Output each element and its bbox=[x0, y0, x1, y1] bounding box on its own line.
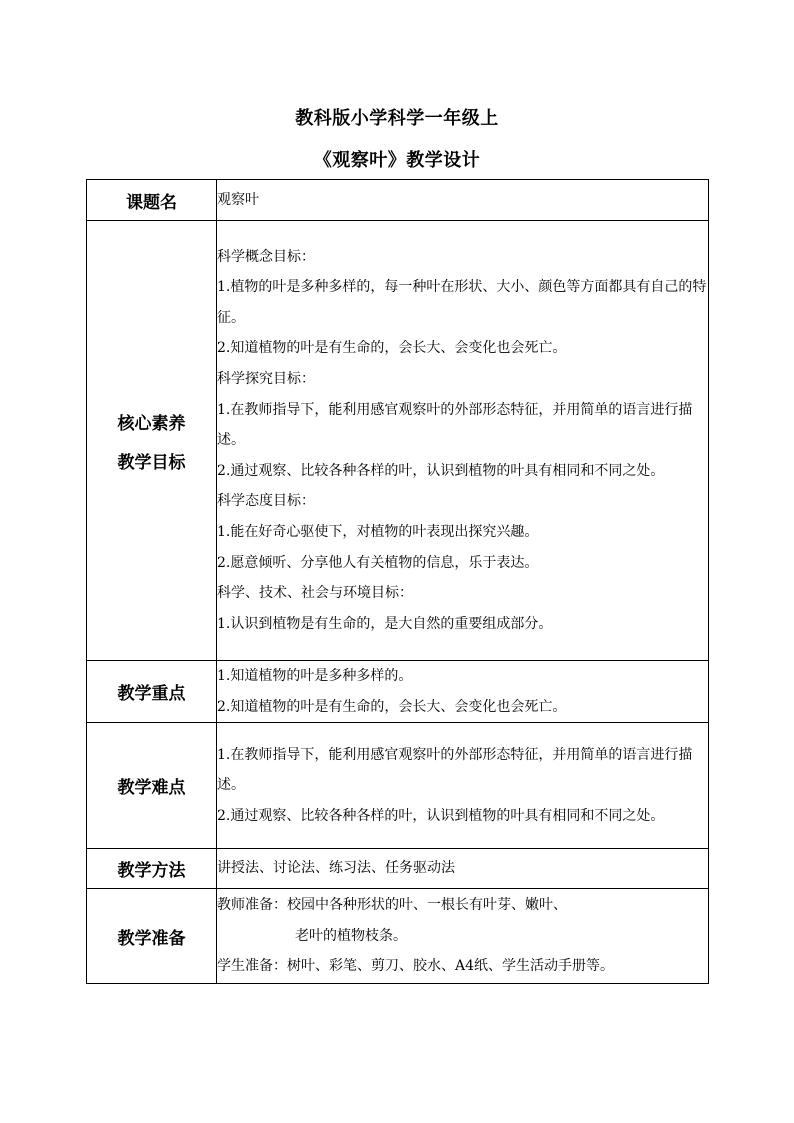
objectives-line: 2.通过观察、比较各种各样的叶，认识到植物的叶具有相同和不同之处。 bbox=[217, 462, 665, 479]
objectives-line: 科学概念目标： bbox=[217, 248, 315, 265]
preparation-teacher-line2: 老叶的植物枝条。 bbox=[295, 927, 407, 944]
objectives-line: 1.认识到植物是有生命的，是大自然的重要组成部分。 bbox=[217, 615, 553, 632]
table-row-key-points bbox=[87, 661, 709, 723]
objectives-label-line2: 教学目标 bbox=[117, 452, 186, 473]
document-title: 教科版小学科学一年级上 bbox=[295, 108, 499, 129]
key-points-label: 教学重点 bbox=[87, 661, 217, 723]
difficulties-label: 教学难点 bbox=[87, 723, 217, 849]
difficulties-line: 2.通过观察、比较各种各样的叶，认识到植物的叶具有相同和不同之处。 bbox=[217, 807, 665, 824]
objectives-label bbox=[87, 221, 217, 661]
objectives-line: 1.能在好奇心驱使下，对植物的叶表现出探究兴趣。 bbox=[217, 523, 539, 540]
table-row-topic bbox=[87, 180, 709, 221]
preparation-student-line: 学生准备：树叶、彩笔、剪刀、胶水、A4纸、学生活动手册等。 bbox=[217, 958, 615, 975]
objectives-line: 1.在教师指导下，能利用感官观察叶的外部形态特征，并用简单的语言进行描述。 bbox=[217, 401, 693, 449]
difficulties-line: 1.在教师指导下，能利用感官观察叶的外部形态特征，并用简单的语言进行描述。 bbox=[217, 746, 693, 794]
methods-value: 讲授法、讨论法、练习法、任务驱动法 bbox=[217, 849, 709, 889]
key-points-content bbox=[217, 661, 709, 723]
objectives-line: 科学探究目标： bbox=[217, 371, 315, 388]
objectives-line: 科学态度目标： bbox=[217, 493, 315, 510]
table-row-preparation bbox=[87, 889, 709, 984]
objectives-label-line1: 核心素养 bbox=[117, 413, 186, 434]
table-row-objectives bbox=[87, 221, 709, 661]
key-points-line: 1.知道植物的叶是多种多样的。 bbox=[217, 668, 413, 684]
methods-label: 教学方法 bbox=[87, 849, 217, 889]
objectives-content bbox=[217, 221, 709, 661]
topic-value: 观察叶 bbox=[217, 180, 709, 221]
document-subtitle: 《观察叶》教学设计 bbox=[313, 150, 481, 171]
objectives-line: 2.知道植物的叶是有生命的，会长大、会变化也会死亡。 bbox=[217, 340, 567, 357]
preparation-content bbox=[217, 889, 709, 984]
table-row-methods bbox=[87, 849, 709, 889]
preparation-label: 教学准备 bbox=[87, 889, 217, 984]
difficulties-content bbox=[217, 723, 709, 849]
topic-label: 课题名 bbox=[87, 180, 217, 221]
objectives-line: 科学、技术、社会与环境目标： bbox=[217, 585, 413, 602]
lesson-plan-table bbox=[86, 179, 709, 984]
objectives-line: 1.植物的叶是多种多样的，每一种叶在形状、大小、颜色等方面都具有自己的特征。 bbox=[217, 279, 707, 326]
preparation-teacher-line1: 教师准备：校园中各种形状的叶、一根长有叶芽、嫩叶、 bbox=[217, 897, 567, 914]
table-row-difficulties bbox=[87, 723, 709, 849]
key-points-line: 2.知道植物的叶是有生命的，会长大、会变化也会死亡。 bbox=[217, 698, 567, 715]
objectives-line: 2.愿意倾听、分享他人有关植物的信息，乐于表达。 bbox=[217, 554, 539, 571]
